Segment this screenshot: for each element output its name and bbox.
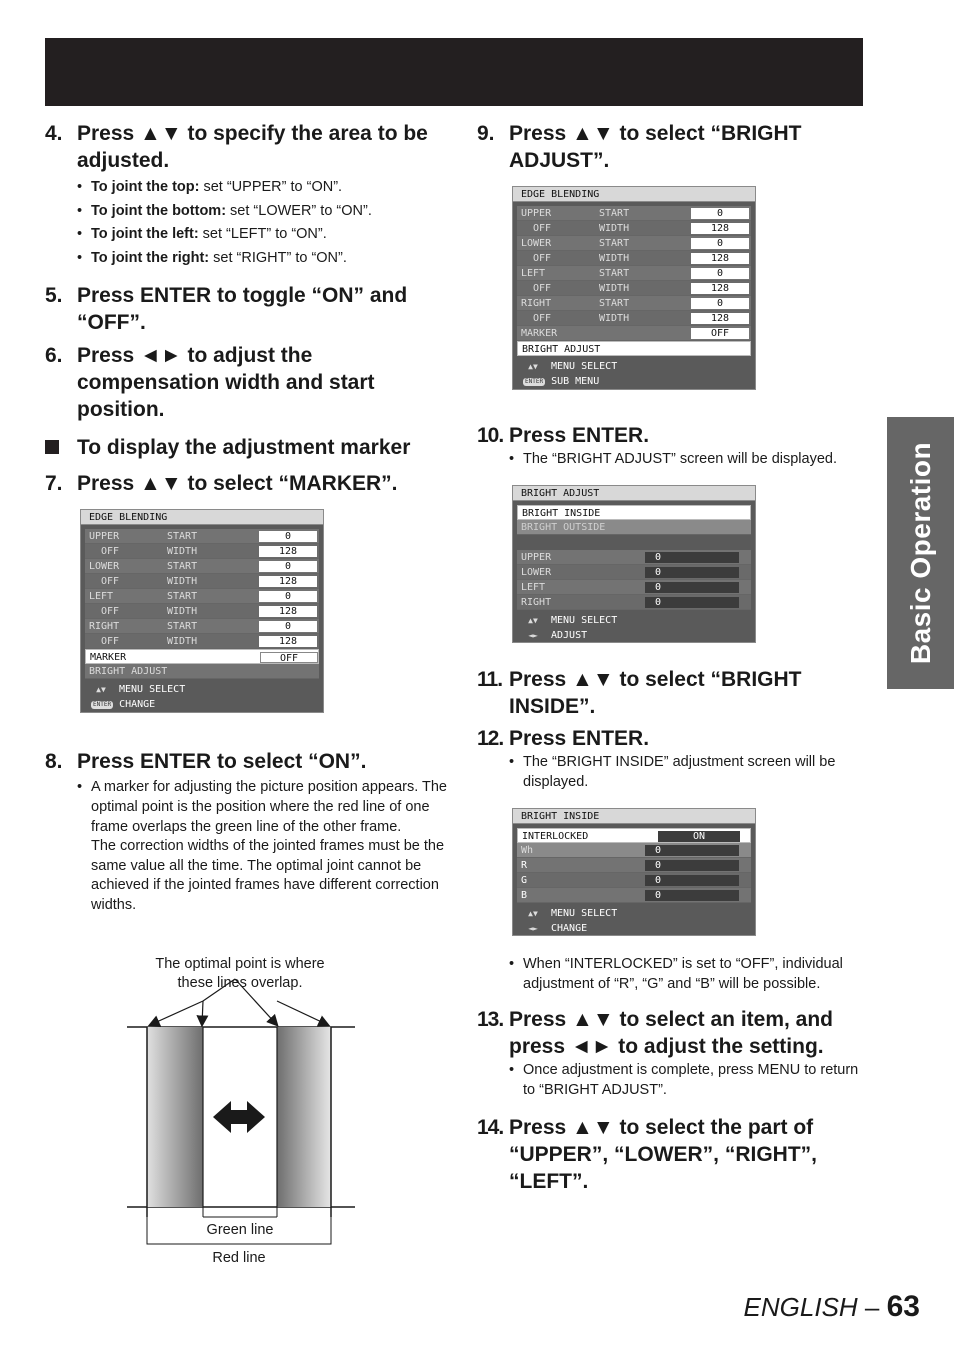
step-14: 14. Press ▲▼ to select the part of “UPPER”, “LOWER”, “RIGHT”, “LEFT”. bbox=[477, 1116, 818, 1193]
osd-row-selected: BRIGHT INSIDE bbox=[517, 505, 751, 520]
osd-row: BRIGHT ADJUST bbox=[85, 664, 319, 679]
section-tab-label: Basic Operation bbox=[904, 441, 936, 665]
osd-title: BRIGHT ADJUST bbox=[513, 486, 755, 501]
osd-row: OFF WIDTH 128 bbox=[517, 221, 751, 236]
osd-row: LEFT START 0 bbox=[517, 266, 751, 281]
list-item: • The “BRIGHT INSIDE” adjustment screen will be displayed. bbox=[509, 752, 859, 792]
section-tab bbox=[887, 417, 954, 689]
step-8: 8. Press ENTER to select “ON”. bbox=[45, 750, 367, 773]
osd-bright-adjust: BRIGHT ADJUST BRIGHT INSIDE BRIGHT OUTSIDE UPPER 0 LOWER 0 LEFT 0 RIGHT 0 ▲▼ MENU SELECT ◄► ADJUST bbox=[512, 485, 756, 643]
step-5: 5. Press ENTER to toggle “ON” and “OFF”. bbox=[45, 284, 408, 334]
osd-row: OFF WIDTH 128 bbox=[517, 311, 751, 326]
list-item: • To joint the right: set “RIGHT” to “ON”. bbox=[77, 247, 445, 271]
marker-diagram bbox=[85, 955, 395, 1275]
step-7: 7. Press ▲▼ to select “MARKER”. bbox=[45, 472, 398, 495]
osd-row: UPPER START 0 bbox=[85, 529, 319, 544]
osd-row: MARKER OFF bbox=[517, 326, 751, 341]
osd-row: LOWER 0 bbox=[517, 565, 751, 580]
subheading: To display the adjustment marker bbox=[45, 436, 445, 460]
left-right-arrow-icon: ◄► bbox=[528, 924, 538, 933]
list-item: • The “BRIGHT ADJUST” screen will be displayed. bbox=[509, 449, 859, 469]
osd-row: OFF WIDTH 128 bbox=[85, 544, 319, 559]
osd-row: RIGHT 0 bbox=[517, 595, 751, 610]
left-column bbox=[45, 118, 445, 915]
osd-row: LEFT START 0 bbox=[85, 589, 319, 604]
osd-title: EDGE BLENDING bbox=[513, 187, 755, 202]
step-6: 6. Press ◄► to adjust the compensation width and start position. bbox=[45, 344, 375, 421]
diagram-caption-line-1: The optimal point is where bbox=[155, 956, 325, 972]
diagram-caption-line-2: these lines overlap. bbox=[177, 975, 303, 991]
step-13-bullets bbox=[509, 1060, 859, 1100]
osd-row: LOWER START 0 bbox=[517, 236, 751, 251]
osd-row-selected: BRIGHT ADJUST bbox=[517, 341, 751, 356]
interlocked-note bbox=[509, 954, 859, 994]
osd-row: RIGHT START 0 bbox=[517, 296, 751, 311]
step-4-bullets bbox=[77, 176, 445, 270]
up-down-arrow-icon: ▲▼ bbox=[528, 909, 538, 918]
osd-row: R 0 bbox=[517, 858, 751, 873]
list-item: • When “INTERLOCKED” is set to “OFF”, individual adjustment of “R”, “G” and “B” will be possible. bbox=[509, 954, 859, 994]
step-8-paragraph: The correction widths of the jointed frames must be the same value all the time. The optimal joint cannot be achieved if the jointed frames have different correction widths. bbox=[91, 838, 445, 913]
osd-row: OFF WIDTH 128 bbox=[85, 634, 319, 649]
osd-row: LEFT 0 bbox=[517, 580, 751, 595]
list-item: • A marker for adjusting the picture position appears. The optimal point is the position where the red line of one frame overlaps the green line of the other frame. bbox=[77, 777, 447, 837]
step-12-bullets bbox=[509, 752, 859, 792]
step-10-bullets bbox=[509, 449, 859, 469]
osd-row: UPPER START 0 bbox=[517, 206, 751, 221]
up-down-arrow-icon: ▲▼ bbox=[528, 362, 538, 371]
osd-title: EDGE BLENDING bbox=[81, 510, 323, 525]
step-4: 4. Press ▲▼ to specify the area to be adjusted. bbox=[45, 122, 428, 172]
list-item: • To joint the bottom: set “LOWER” to “ON”. bbox=[77, 200, 445, 224]
list-item: • Once adjustment is complete, press MENU to return to “BRIGHT ADJUST”. bbox=[509, 1060, 859, 1100]
osd-row: Wh 0 bbox=[517, 843, 751, 858]
osd-row: OFF WIDTH 128 bbox=[517, 281, 751, 296]
osd-row: RIGHT START 0 bbox=[85, 619, 319, 634]
osd-row: OFF WIDTH 128 bbox=[85, 574, 319, 589]
red-line-label: Red line bbox=[212, 1250, 266, 1266]
left-right-arrow-icon: ◄► bbox=[528, 631, 538, 640]
osd-row: B 0 bbox=[517, 888, 751, 903]
osd-row: BRIGHT OUTSIDE bbox=[517, 520, 751, 535]
enter-key-icon: ENTER bbox=[93, 700, 112, 708]
step-10: 10. Press ENTER. bbox=[477, 424, 650, 447]
osd-row-selected: MARKER OFF bbox=[85, 649, 319, 664]
osd-title: BRIGHT INSIDE bbox=[513, 809, 755, 824]
osd-row: OFF WIDTH 128 bbox=[517, 251, 751, 266]
enter-key-icon: ENTER bbox=[525, 377, 544, 385]
step-12: 12. Press ENTER. bbox=[477, 727, 650, 750]
step-9: 9. Press ▲▼ to select “BRIGHT ADJUST”. bbox=[477, 122, 802, 172]
step-8-bullets bbox=[77, 777, 447, 837]
osd-row: OFF WIDTH 128 bbox=[85, 604, 319, 619]
list-item: • To joint the left: set “LEFT” to “ON”. bbox=[77, 223, 445, 247]
double-arrow-icon bbox=[213, 1101, 265, 1133]
osd-row: G 0 bbox=[517, 873, 751, 888]
page-footer: ENGLISH – 63 bbox=[743, 1290, 920, 1323]
osd-row: LOWER START 0 bbox=[85, 559, 319, 574]
right-column bbox=[477, 118, 867, 1195]
osd-edge-blending-marker: EDGE BLENDING UPPER START 0 OFF WIDTH 128 LOWER START 0 OFF WIDTH 128 LEFT START 0 OFF WIDTH 128 RIGHT START 0 OFF WIDTH 128 MARKER OFF BRIGHT ADJUST ▲▼ MENU SELECT ENTER CHANGE bbox=[80, 509, 324, 713]
osd-edge-blending-bright: EDGE BLENDING UPPER START 0 OFF WIDTH 128 LOWER START 0 OFF WIDTH 128 LEFT START 0 OFF WIDTH 128 RIGHT START 0 OFF WIDTH 128 MARKER OFF BRIGHT ADJUST ▲▼ MENU SELECT ENTER SUB MENU bbox=[512, 186, 756, 390]
step-11: 11. Press ▲▼ to select “BRIGHT INSIDE”. bbox=[477, 668, 802, 718]
green-line-label: Green line bbox=[206, 1222, 274, 1238]
osd-row: UPPER 0 bbox=[517, 550, 751, 565]
up-down-arrow-icon: ▲▼ bbox=[96, 685, 106, 694]
header-bar bbox=[45, 38, 863, 106]
step-13: 13. Press ▲▼ to select an item, and press ◄► to adjust the setting. bbox=[477, 1008, 834, 1058]
osd-bright-inside: BRIGHT INSIDE INTERLOCKED ON Wh 0 R 0 G 0 B 0 ▲▼ MENU SELECT ◄► CHANGE bbox=[512, 808, 756, 936]
list-item: • To joint the top: set “UPPER” to “ON”. bbox=[77, 176, 445, 200]
square-bullet-icon bbox=[45, 440, 59, 454]
osd-row-selected: INTERLOCKED ON bbox=[517, 828, 751, 843]
up-down-arrow-icon: ▲▼ bbox=[528, 616, 538, 625]
page-number: 63 bbox=[886, 1290, 920, 1323]
